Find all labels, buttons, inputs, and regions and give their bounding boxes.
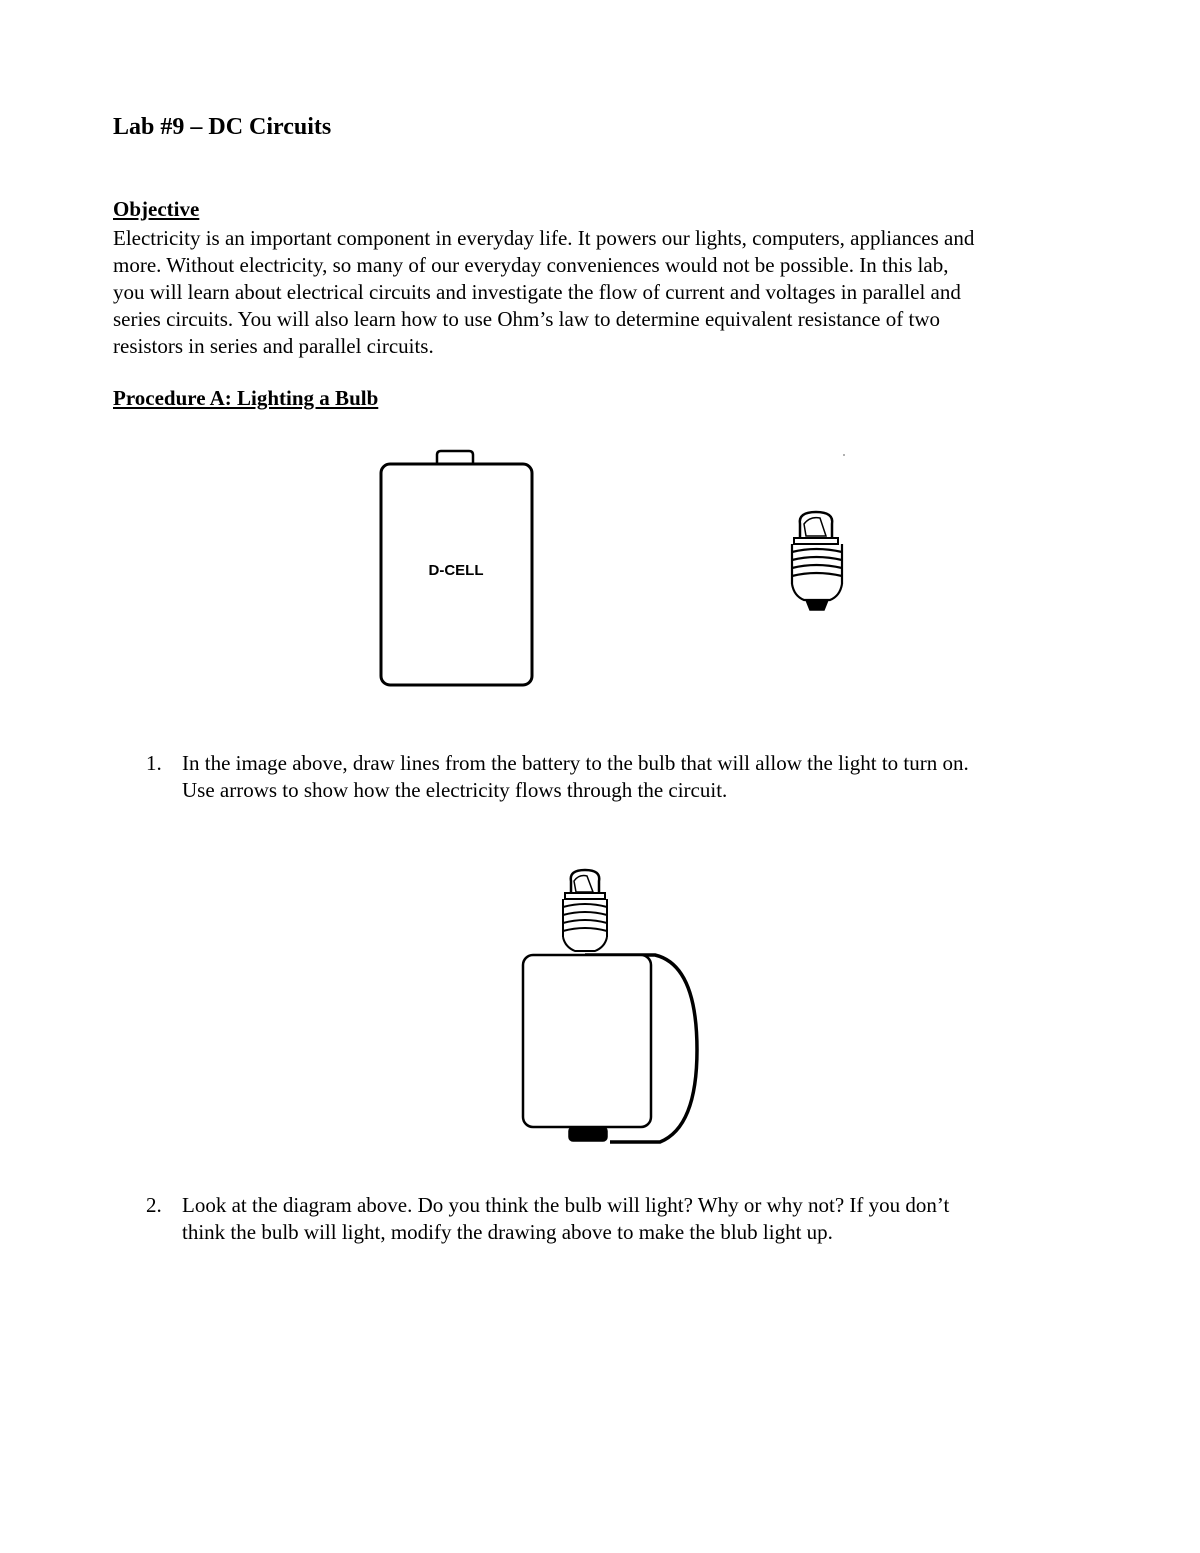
question-number: 2. <box>146 1193 162 1217</box>
page-title: Lab #9 – DC Circuits <box>113 114 332 140</box>
light-bulb-icon <box>780 452 855 617</box>
question-line: think the bulb will light, modify the drawing above to make the blub light up. <box>182 1220 833 1244</box>
question-number: 1. <box>146 751 162 775</box>
circuit-diagram-icon <box>515 865 705 1150</box>
question-text <box>182 750 969 804</box>
procedure-a-heading: Procedure A: Lighting a Bulb <box>113 386 379 410</box>
paragraph-line: more. Without electricity, so many of our everyday conveniences would not be possible. In this lab, <box>113 253 949 277</box>
question-text <box>182 1192 949 1246</box>
paragraph-line: series circuits. You will also learn how to use Ohm’s law to determine equivalent resistance of two <box>113 307 940 331</box>
question-line: In the image above, draw lines from the battery to the bulb that will allow the light to turn on. <box>182 751 969 775</box>
battery-label: D-CELL <box>428 562 484 579</box>
objective-heading: Objective <box>113 197 200 221</box>
paragraph-line: you will learn about electrical circuits and investigate the flow of current and voltages in parallel and <box>113 280 961 304</box>
question-line: Use arrows to show how the electricity flows through the circuit. <box>182 778 728 802</box>
objective-paragraph <box>113 225 1103 360</box>
d-cell-battery-icon <box>375 448 540 693</box>
paragraph-line: Electricity is an important component in everyday life. It powers our lights, computers, appliances and <box>113 226 975 250</box>
paragraph-line: resistors in series and parallel circuits. <box>113 334 434 358</box>
question-line: Look at the diagram above. Do you think the bulb will light? Why or why not? If you don’t <box>182 1193 950 1217</box>
